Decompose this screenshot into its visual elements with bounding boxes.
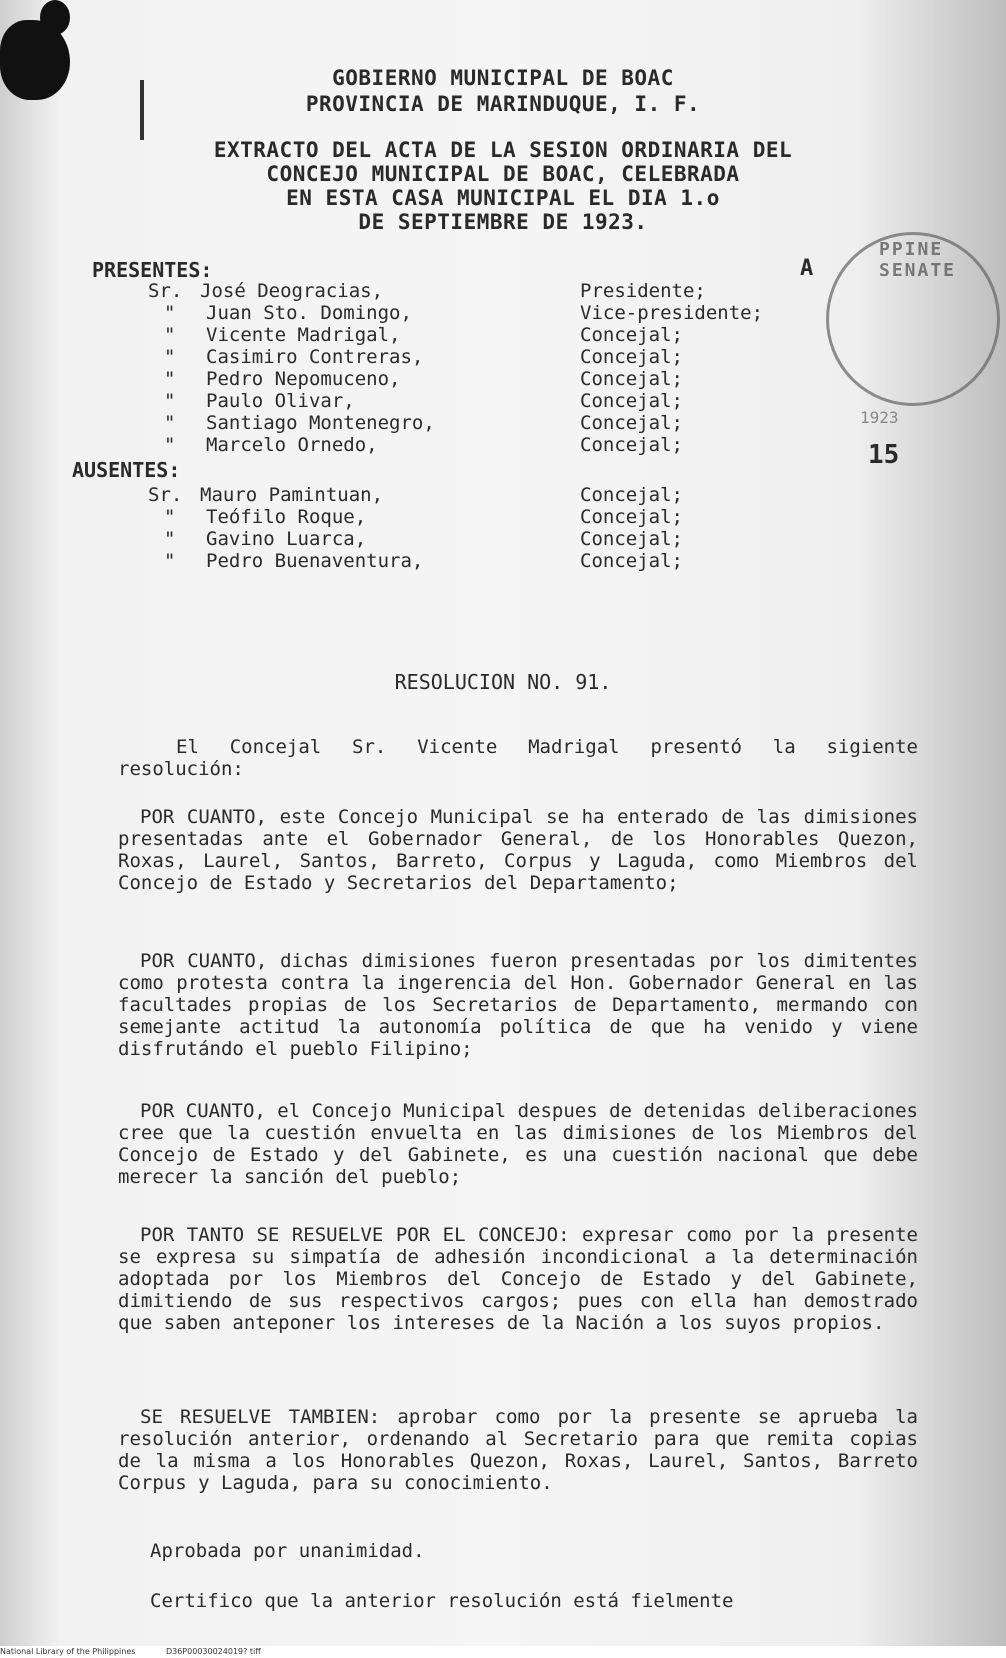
- presentes-label: PRESENTES:: [92, 258, 213, 282]
- member-prefix: ": [164, 434, 176, 456]
- member-role: Vice-presidente;: [580, 302, 764, 324]
- member-name: Pedro Nepomuceno,: [206, 368, 401, 390]
- footer-file: D36P00030024019? tiff: [165, 1647, 261, 1656]
- member-role: Concejal;: [580, 528, 683, 550]
- member-name: Gavino Luarca,: [206, 528, 367, 550]
- member-name: Santiago Montenegro,: [206, 412, 435, 434]
- member-prefix: ": [164, 412, 176, 434]
- seal-text: PPINE SENATE: [879, 239, 957, 281]
- header-line-4: CONCEJO MUNICIPAL DE BOAC, CELEBRADA: [266, 162, 740, 186]
- member-role: Concejal;: [580, 484, 683, 506]
- member-prefix: ": [164, 528, 176, 550]
- paragraph-por-tanto: POR TANTO SE RESUELVE POR EL CONCEJO: expresar como por la presente se expresa su simpatía de adhesión incondicional a la determinación adoptada por los Miembros del Concejo de Estado y del Gabinete, dimitiendo de sus respectivos cargos; pues con ella han demostrado que saben anteponer los intereses de la Nación a los suyos propios.: [118, 1224, 918, 1334]
- paragraph-aprobada: Aprobada por unanimidad.: [150, 1540, 425, 1562]
- member-prefix: Sr.: [148, 280, 183, 302]
- member-prefix: ": [164, 324, 176, 346]
- resolution-title: RESOLUCION NO. 91.: [394, 670, 612, 694]
- member-name: Mauro Pamintuan,: [200, 484, 384, 506]
- member-role: Presidente;: [580, 280, 706, 302]
- member-prefix: ": [164, 550, 176, 572]
- member-prefix: ": [164, 390, 176, 412]
- member-role: Concejal;: [580, 368, 683, 390]
- stamp-number: 15: [868, 440, 900, 470]
- paragraph-por-cuanto-3: POR CUANTO, el Concejo Municipal despues de detenidas deliberaciones cree que la cuestión envuelta en las dimisiones de los Miembros del Concejo de Estado y del Gabinete, es una cuestión nacional que debe merecer la sanción del pueblo;: [118, 1100, 918, 1188]
- ausentes-label: AUSENTES:: [72, 458, 181, 482]
- member-name: Pedro Buenaventura,: [206, 550, 424, 572]
- member-name: José Deogracias,: [200, 280, 384, 302]
- header-line-5: EN ESTA CASA MUNICIPAL EL DIA 1.o: [286, 186, 720, 210]
- member-name: Vicente Madrigal,: [206, 324, 401, 346]
- member-role: Concejal;: [580, 324, 683, 346]
- paragraph-certifico: Certifico que la anterior resolución está fielmente: [150, 1590, 734, 1612]
- paragraph-intro: El Concejal Sr. Vicente Madrigal presentó la sigiente resolución:: [118, 736, 918, 780]
- header-line-3: EXTRACTO DEL ACTA DE LA SESION ORDINARIA DEL: [213, 138, 793, 162]
- seal-year: 1923: [860, 408, 899, 427]
- member-name: Teófilo Roque,: [206, 506, 367, 528]
- paragraph-por-cuanto-2: POR CUANTO, dichas dimisiones fueron presentadas por los dimitentes como protesta contra la ingerencia del Hon. Gobernador General en las facultades propias de los Secretarios de Departamento, mermando con semejante actitud la autonomía política de que ha venido y viene disfrutándo el pueblo Filipino;: [118, 950, 918, 1060]
- member-prefix: ": [164, 368, 176, 390]
- ink-blot: [40, 0, 70, 35]
- stamp-letter: A: [800, 256, 814, 281]
- member-prefix: Sr.: [148, 484, 183, 506]
- member-role: Concejal;: [580, 390, 683, 412]
- member-name: Paulo Olivar,: [206, 390, 355, 412]
- header-line-1: GOBIERNO MUNICIPAL DE BOAC: [332, 66, 674, 90]
- header-line-2: PROVINCIA DE MARINDUQUE, I. F.: [305, 92, 701, 116]
- member-name: Marcelo Ornedo,: [206, 434, 378, 456]
- footer-library: National Library of the Philippines: [0, 1647, 136, 1656]
- member-role: Concejal;: [580, 412, 683, 434]
- paragraph-se-resuelve: SE RESUELVE TAMBIEN: aprobar como por la presente se aprueba la resolución anterior, ordenando al Secretario para que remita copias de la misma a los Honorables Quezon, Roxas, Laurel, Santos, Barreto Corpus y Laguda, para su conocimiento.: [118, 1406, 918, 1494]
- scan-footer: [0, 1646, 1006, 1658]
- member-role: Concejal;: [580, 434, 683, 456]
- member-role: Concejal;: [580, 346, 683, 368]
- senate-seal: [826, 232, 1000, 406]
- member-name: Casimiro Contreras,: [206, 346, 424, 368]
- member-role: Concejal;: [580, 506, 683, 528]
- member-prefix: ": [164, 346, 176, 368]
- member-name: Juan Sto. Domingo,: [206, 302, 412, 324]
- header-line-6: DE SEPTIEMBRE DE 1923.: [358, 210, 648, 234]
- member-prefix: ": [164, 506, 176, 528]
- paragraph-por-cuanto-1: POR CUANTO, este Concejo Municipal se ha enterado de las dimisiones presentadas ante el Gobernador General, de los Honorables Quezon, Roxas, Laurel, Santos, Barreto, Corpus y Laguda, como Miembros del Concejo de Estado y Secretarios del Departamento;: [118, 806, 918, 894]
- member-prefix: ": [164, 302, 176, 324]
- member-role: Concejal;: [580, 550, 683, 572]
